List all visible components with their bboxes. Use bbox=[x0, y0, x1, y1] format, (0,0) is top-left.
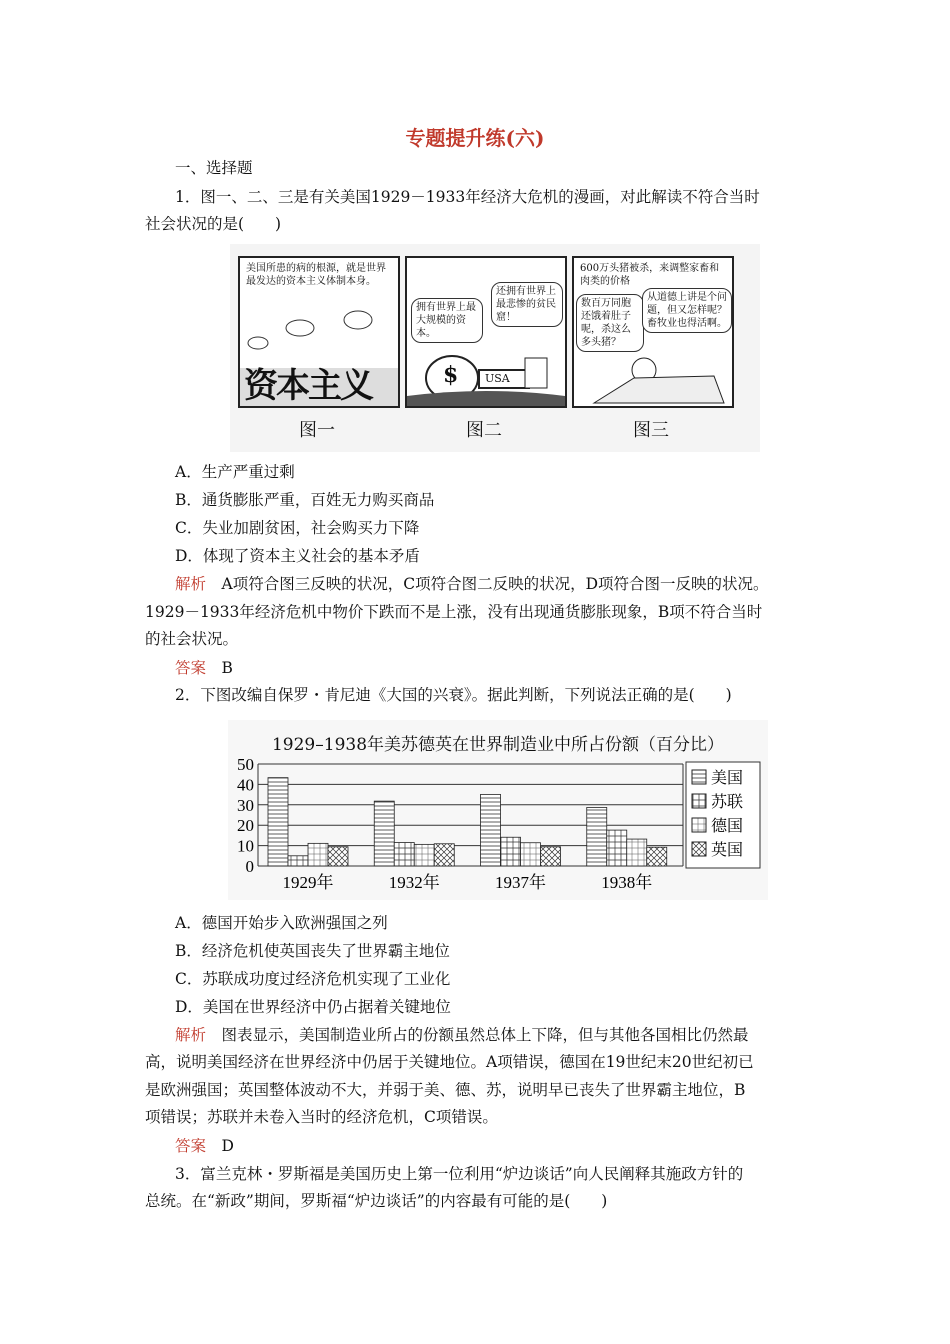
q1-analysis-line1 bbox=[175, 574, 840, 594]
q2-analysis-line4: 项错误；苏联并未卷入当时的经济危机，C项错误。 bbox=[145, 1108, 498, 1126]
y-tick-label: 50 bbox=[237, 755, 254, 774]
panel2-usa-tag: USA bbox=[485, 372, 510, 385]
bar-苏联-1938年 bbox=[607, 830, 627, 866]
legend-label-德国: 德国 bbox=[711, 818, 744, 835]
x-tick-label: 1932年 bbox=[388, 873, 440, 892]
bar-美国-1929年 bbox=[268, 778, 288, 866]
q2-option-d: D．美国在世界经济中仍占据着关键地位 bbox=[175, 998, 451, 1016]
legend-swatch-英国 bbox=[692, 842, 706, 856]
chart-title: 1929–1938年美苏德英在世界制造业中所占份额（百分比） bbox=[271, 735, 725, 755]
x-tick-label: 1929年 bbox=[282, 873, 334, 892]
bar-德国-1937年 bbox=[521, 843, 541, 866]
bar-德国-1938年 bbox=[627, 839, 647, 866]
y-tick-label: 40 bbox=[237, 775, 254, 795]
q1-stem-line1: 1．图一、二、三是有关美国1929－1933年经济大危机的漫画，对此解读不符合当时 bbox=[175, 188, 760, 206]
legend-swatch-美国 bbox=[692, 770, 706, 784]
q2-analysis-line2: 高，说明美国经济在世界经济中仍居于关键地位。A项错误，德国在19世纪末20世纪初已 bbox=[145, 1053, 754, 1071]
panel2-bubble-2: 还拥有世界上最悲惨的贫民窟！ bbox=[491, 282, 563, 327]
analysis-label-2: 解析 bbox=[175, 1026, 207, 1044]
q2-stem: 2．下图改编自保罗・肯尼迪《大国的兴衰》。据此判断，下列说法正确的是( ) bbox=[175, 686, 732, 704]
q2-answer-value: D bbox=[221, 1137, 234, 1155]
q3-stem-line2: 总统。在“新政”期间，罗斯福“炉边谈话”的内容最有可能的是( ) bbox=[145, 1192, 608, 1210]
q2-analysis-line3: 是欧洲强国；英国整体波动不大，并弱于美、德、苏，说明早已丧失了世界霸主地位，B bbox=[145, 1081, 746, 1099]
section-heading: 一、选择题 bbox=[175, 159, 253, 177]
cartoon-panel-3 bbox=[572, 256, 734, 408]
answer-label: 答案 bbox=[175, 659, 207, 677]
q1-option-a: A．生产严重过剩 bbox=[175, 463, 295, 481]
chart-plot bbox=[228, 720, 768, 900]
q1-analysis-text1: A项符合图三反映的状况，C项符合图二反映的状况，D项符合图一反映的状况。 bbox=[221, 575, 769, 593]
q2-analysis-text1: 图表显示，美国制造业所占的份额虽然总体上下降，但与其他各国相比仍然最 bbox=[221, 1026, 749, 1044]
page-title: 专题提升练(六) bbox=[405, 126, 545, 150]
bar-英国-1938年 bbox=[647, 847, 667, 866]
q1-analysis-line2: 1929－1933年经济危机中物价下跌而不是上涨，没有出现通货膨胀现象，B项不符合当时 bbox=[145, 603, 763, 621]
bar-美国-1938年 bbox=[587, 807, 607, 866]
panel2-bubble-1: 拥有世界上最大规模的资本。 bbox=[411, 298, 483, 343]
answer-label-2: 答案 bbox=[175, 1137, 207, 1155]
bar-苏联-1932年 bbox=[394, 843, 414, 866]
q2-option-a: A．德国开始步入欧洲强国之列 bbox=[175, 914, 388, 932]
panel3-top: 600万头猪被杀，来调整家畜和肉类的价格 bbox=[576, 260, 732, 290]
q2-option-c: C．苏联成功度过经济危机实现了工业化 bbox=[175, 970, 451, 988]
bar-德国-1929年 bbox=[308, 843, 328, 866]
bar-chart bbox=[228, 720, 768, 900]
legend-swatch-德国 bbox=[692, 818, 706, 832]
q1-option-d: D．体现了资本主义社会的基本矛盾 bbox=[175, 547, 420, 565]
bar-英国-1932年 bbox=[434, 844, 454, 866]
q1-analysis-line3: 的社会状况。 bbox=[145, 630, 239, 648]
bar-英国-1929年 bbox=[328, 847, 348, 866]
caption-fig3: 图三 bbox=[633, 420, 669, 441]
cartoon-panel-2 bbox=[405, 256, 567, 408]
panel1-caption: 美国所患的病的根源，就是世界最发达的资本主义体制本身。 bbox=[242, 260, 392, 290]
panel1-word: 资本主义 bbox=[244, 366, 372, 406]
x-tick-label: 1937年 bbox=[495, 873, 546, 892]
legend-label-英国: 英国 bbox=[711, 842, 744, 859]
caption-fig2: 图二 bbox=[466, 420, 502, 441]
y-tick-label: 0 bbox=[245, 857, 254, 876]
cartoon-figure bbox=[230, 244, 760, 452]
q2-answer bbox=[175, 1136, 840, 1156]
caption-fig1: 图一 bbox=[299, 420, 335, 441]
q1-option-b: B．通货膨胀严重，百姓无力购买商品 bbox=[175, 491, 435, 509]
q1-stem-line2: 社会状况的是( ) bbox=[145, 215, 282, 233]
bar-苏联-1929年 bbox=[288, 856, 308, 866]
bar-美国-1937年 bbox=[481, 794, 501, 866]
bar-德国-1932年 bbox=[414, 844, 434, 866]
analysis-label: 解析 bbox=[175, 575, 207, 593]
q2-analysis-line1 bbox=[175, 1025, 840, 1045]
bar-英国-1937年 bbox=[541, 847, 561, 866]
y-tick-label: 10 bbox=[237, 836, 254, 856]
q1-answer-value: B bbox=[221, 659, 233, 677]
q1-option-c: C．失业加剧贫困，社会购买力下降 bbox=[175, 519, 420, 537]
dollar-icon: $ bbox=[443, 362, 459, 388]
y-tick-label: 30 bbox=[237, 795, 254, 815]
cartoon-panel-1 bbox=[238, 256, 400, 408]
bar-美国-1932年 bbox=[374, 801, 394, 866]
legend-label-美国: 美国 bbox=[711, 770, 744, 787]
y-tick-label: 20 bbox=[237, 816, 254, 836]
panel3-bubble-2: 从道德上讲是个问题，但又怎样呢？畜牧业也得活啊。 bbox=[642, 288, 732, 333]
q1-answer bbox=[175, 658, 840, 678]
panel3-drawing bbox=[574, 258, 732, 406]
x-tick-label: 1938年 bbox=[601, 873, 653, 892]
panel3-bubble-1: 数百万同胞还饿着肚子呢，杀这么多头猪？ bbox=[576, 294, 644, 352]
legend-label-苏联: 苏联 bbox=[711, 794, 744, 811]
q2-option-b: B．经济危机使英国丧失了世界霸主地位 bbox=[175, 942, 450, 960]
legend-swatch-苏联 bbox=[692, 794, 706, 808]
q3-stem-line1: 3．富兰克林・罗斯福是美国历史上第一位利用“炉边谈话”向人民阐释其施政方针的 bbox=[175, 1165, 744, 1183]
bar-苏联-1937年 bbox=[501, 837, 521, 866]
